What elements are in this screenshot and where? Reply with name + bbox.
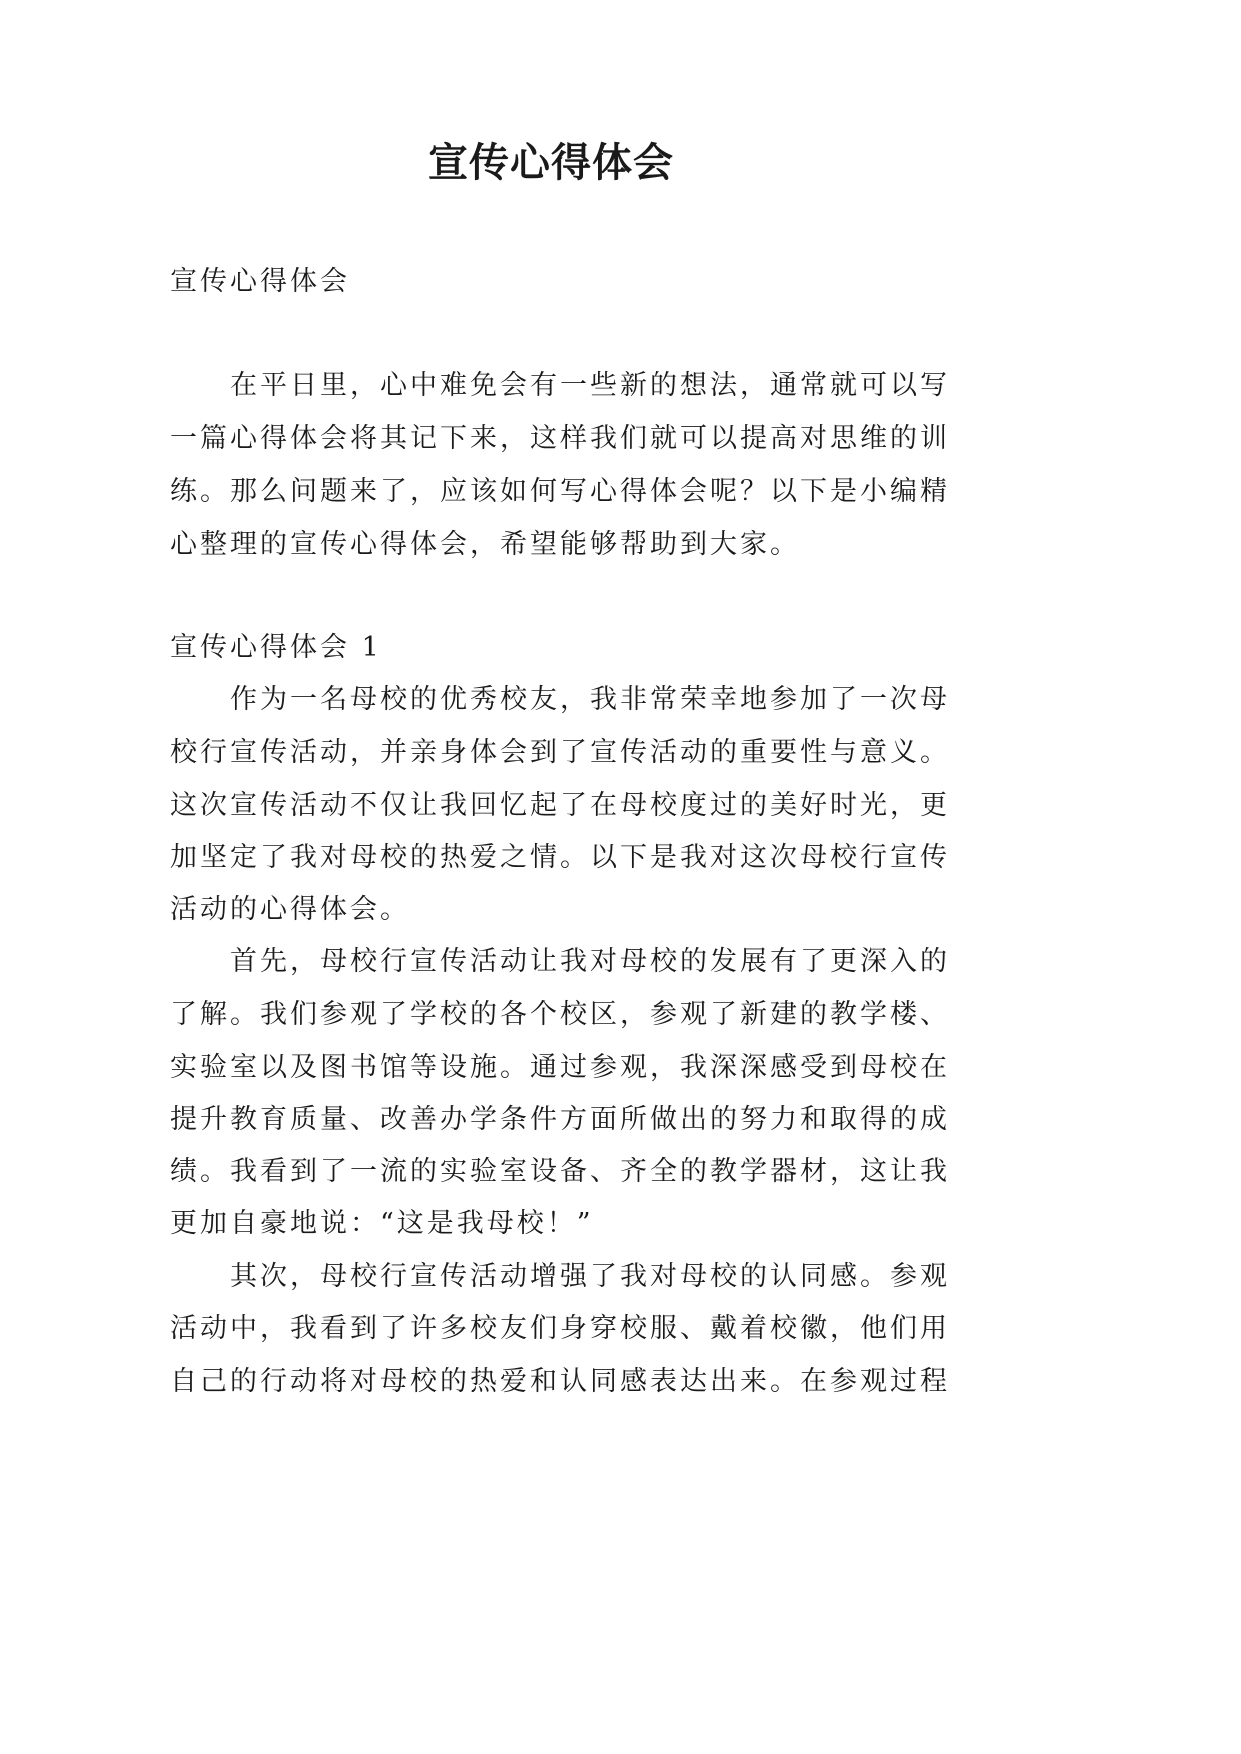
paragraph-line: 实验室以及图书馆等设施。通过参观，我深深感受到母校在 [170,1052,950,1083]
document-subtitle: 宣传心得体会 [170,266,350,297]
paragraph-line: 更加自豪地说：“这是我母校！” [170,1208,594,1239]
paragraph-line: 自己的行动将对母校的热爱和认同感表达出来。在参观过程 [170,1366,950,1397]
paragraph-line: 了解。我们参观了学校的各个校区，参观了新建的教学楼、 [170,999,950,1030]
paragraph-line: 校行宣传活动，并亲身体会到了宣传活动的重要性与意义。 [170,737,950,768]
paragraph-line: 其次，母校行宣传活动增强了我对母校的认同感。参观 [230,1261,950,1292]
paragraph-line: 首先，母校行宣传活动让我对母校的发展有了更深入的 [230,946,950,977]
paragraph-line: 这次宣传活动不仅让我回忆起了在母校度过的美好时光，更 [170,790,950,821]
document-title: 宣传心得体会 [428,139,674,186]
paragraph-line: 活动中，我看到了许多校友们身穿校服、戴着校徽，他们用 [170,1313,950,1344]
paragraph-line: 心整理的宣传心得体会，希望能够帮助到大家。 [170,529,800,560]
paragraph-line: 加坚定了我对母校的热爱之情。以下是我对这次母校行宣传 [170,842,950,873]
section-heading: 宣传心得体会 1 [170,632,382,663]
paragraph-line: 提升教育质量、改善办学条件方面所做出的努力和取得的成 [170,1104,950,1135]
paragraph-line: 在平日里，心中难免会有一些新的想法，通常就可以写 [230,370,950,401]
paragraph-line: 练。那么问题来了，应该如何写心得体会呢？以下是小编精 [170,476,950,507]
paragraph-line: 绩。我看到了一流的实验室设备、齐全的教学器材，这让我 [170,1156,950,1187]
paragraph-line: 作为一名母校的优秀校友，我非常荣幸地参加了一次母 [230,684,950,715]
paragraph-line: 一篇心得体会将其记下来，这样我们就可以提高对思维的训 [170,423,950,454]
paragraph-line: 活动的心得体会。 [170,894,410,925]
